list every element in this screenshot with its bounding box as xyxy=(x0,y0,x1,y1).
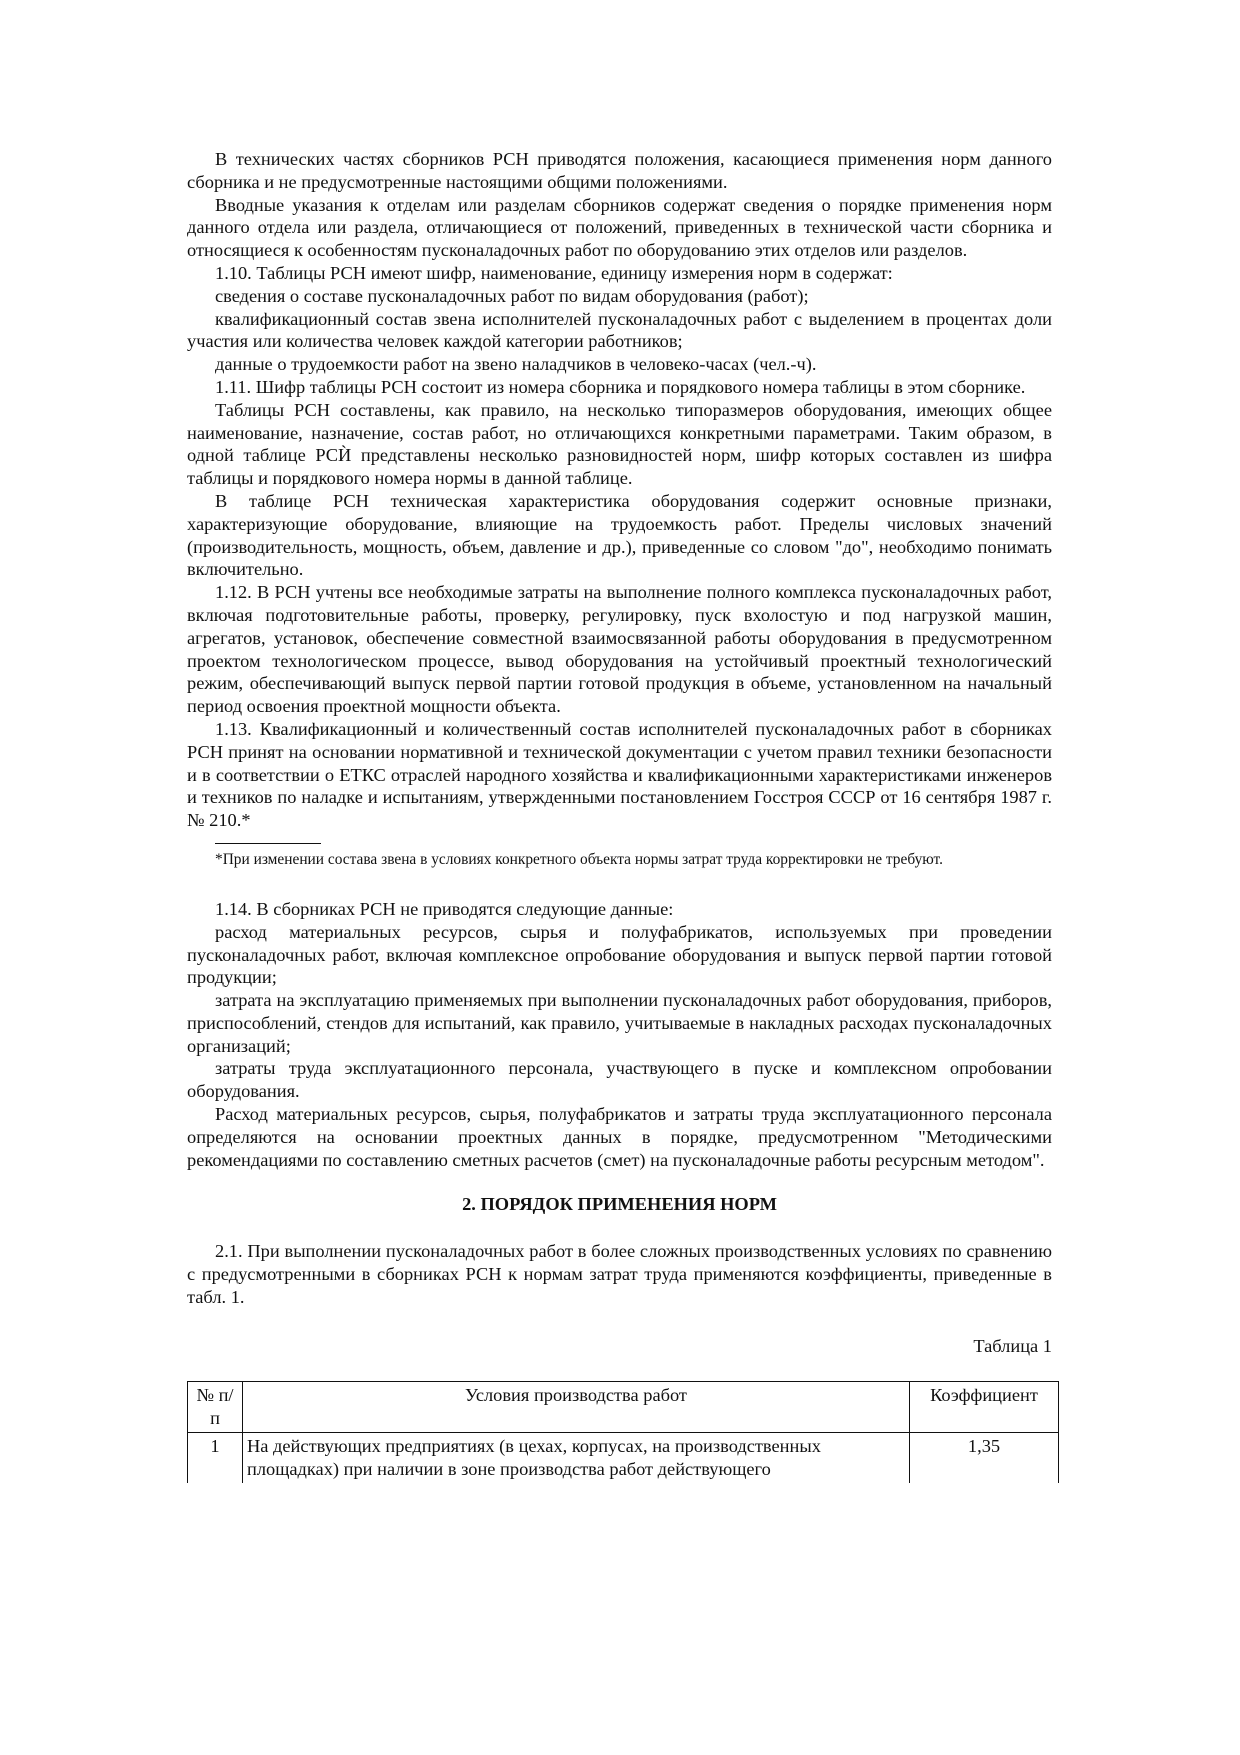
paragraph: 2.1. При выполнении пусконаладочных работ в более сложных производственных условиях по сравнению с предусмотренными в сборниках РСН к нормам затрат труда применяются коэффициенты, приведенные в табл. 1. xyxy=(187,1241,1052,1307)
table-row xyxy=(188,1433,1059,1483)
paragraph: 1.12. В РСН учтены все необходимые затраты на выполнение полного комплекса пусконаладочных работ, включая подготовительные работы, проверку, регулировку, пуск вхолостую и под нагрузкой машин, агрегатов, установок, обеспечение совместной взаимосвязанной работы оборудования в предусмотренном проектом технологическом процессе, вывод оборудования на устойчивый проектный технологический режим, обеспечивающий выпуск первой партии готовой продукция в объеме, установленном на начальный период освоения проектной мощности объекта. xyxy=(187,582,1052,717)
footnote-divider xyxy=(215,843,321,844)
paragraph: расход материальных ресурсов, сырья и полуфабрикатов, используемых при проведении пусконаладочных работ, включая комплексное опробование оборудования и выпуск первой партии готовой продукции; xyxy=(187,921,1052,988)
paragraph: квалификационный состав звена исполнителей пусконаладочных работ с выделением в процентах доли участия или количества человек каждой категории работников; xyxy=(187,308,1052,352)
header-number: № п/п xyxy=(188,1382,243,1433)
paragraph: затрата на эксплуатацию применяемых при выполнении пусконаладочных работ оборудования, приборов, приспособлений, стендов для испытаний, как правило, учитываемые в накладных расходах пусконаладочных организаций; xyxy=(187,990,1052,1056)
coefficients-table xyxy=(187,1381,1059,1482)
table-header-row xyxy=(188,1382,1059,1433)
document-page xyxy=(187,148,1052,1483)
cell-coefficient: 1,35 xyxy=(910,1433,1059,1483)
cell-number: 1 xyxy=(188,1433,243,1483)
footnote: *При изменении состава звена в условиях конкретного объекта нормы затрат труда корректировки не требуют. xyxy=(215,850,943,868)
paragraph: сведения о составе пусконаладочных работ по видам оборудования (работ); xyxy=(215,285,809,306)
paragraph: 1.14. В сборниках РСН не приводятся следующие данные: xyxy=(215,898,674,919)
spacer xyxy=(187,870,1052,898)
paragraph: 1.13. Квалификационный и количественный состав исполнителей пусконаладочных работ в сборниках РСН принят на основании нормативной и технической документации с учетом правил техники безопасности и в соответствии о ЕТКС отраслей народного хозяйства и квалификационными характеристиками инженеров и техников по наладке и испытаниям, утвержденными постановлением Госстроя СССР от 16 сентября 1987 г. № 210.* xyxy=(187,718,1052,831)
header-coefficient: Коэффициент xyxy=(910,1382,1059,1433)
paragraph: данные о трудоемкости работ на звено наладчиков в человеко-часах (чел.-ч). xyxy=(215,354,817,375)
paragraph: затраты труда эксплуатационного персонала, участвующего в пуске и комплексном опробовании оборудования. xyxy=(187,1058,1052,1102)
section-heading: 2. ПОРЯДОК ПРИМЕНЕНИЯ НОРМ xyxy=(462,1194,777,1215)
paragraph: Расход материальных ресурсов, сырья, полуфабрикатов и затраты труда эксплуатационного персонала определяются на основании проектных данных в порядке, предусмотренном "Методическими рекомендациями по составлению сметных расчетов (смет) на пусконаладочные работы ресурсным методом". xyxy=(187,1104,1052,1170)
paragraph: В таблице РСН техническая характеристика оборудования содержит основные признаки, характеризующие оборудование, влияющие на трудоемкость работ. Пределы числовых значений (производительность, мощность, объем, давление и др.), приведенные со словом "до", необходимо понимать включительно. xyxy=(187,490,1052,580)
paragraph: 1.10. Таблицы РСН имеют шифр, наименование, единицу измерения норм в содержат: xyxy=(215,262,893,283)
cell-conditions: На действующих предприятиях (в цехах, корпусах, на производственных площадках) при наличии в зоне производства работ действующего xyxy=(243,1433,910,1483)
paragraph: Вводные указания к отделам или разделам сборников содержат сведения о порядке применения норм данного отдела или раздела, отличающиеся от положений, приведенных в технической части сборника и относящиеся к особенностям пусконаладочных работ по оборудованию этих отделов или разделов. xyxy=(187,194,1052,261)
paragraph: 1.11. Шифр таблицы РСН состоит из номера сборника и порядкового номера таблицы в этом сборнике. xyxy=(215,376,1026,397)
paragraph: В технических частях сборников РСН приводятся положения, касающиеся применения норм данного сборника и не предусмотренные настоящими общими положениями. xyxy=(187,149,1052,192)
header-conditions: Условия производства работ xyxy=(243,1382,910,1433)
paragraph: Таблицы РСН составлены, как правило, на несколько типоразмеров оборудования, имеющих общее наименование, назначение, состав работ, но отличающихся конкретными параметрами. Таким образом, в одной таблице РСЍ представлены несколько разновидностей норм, шифр которых составлен из шифра таблицы и порядкового номера нормы в данной таблице. xyxy=(187,399,1052,489)
table-title: Таблица 1 xyxy=(973,1335,1052,1356)
